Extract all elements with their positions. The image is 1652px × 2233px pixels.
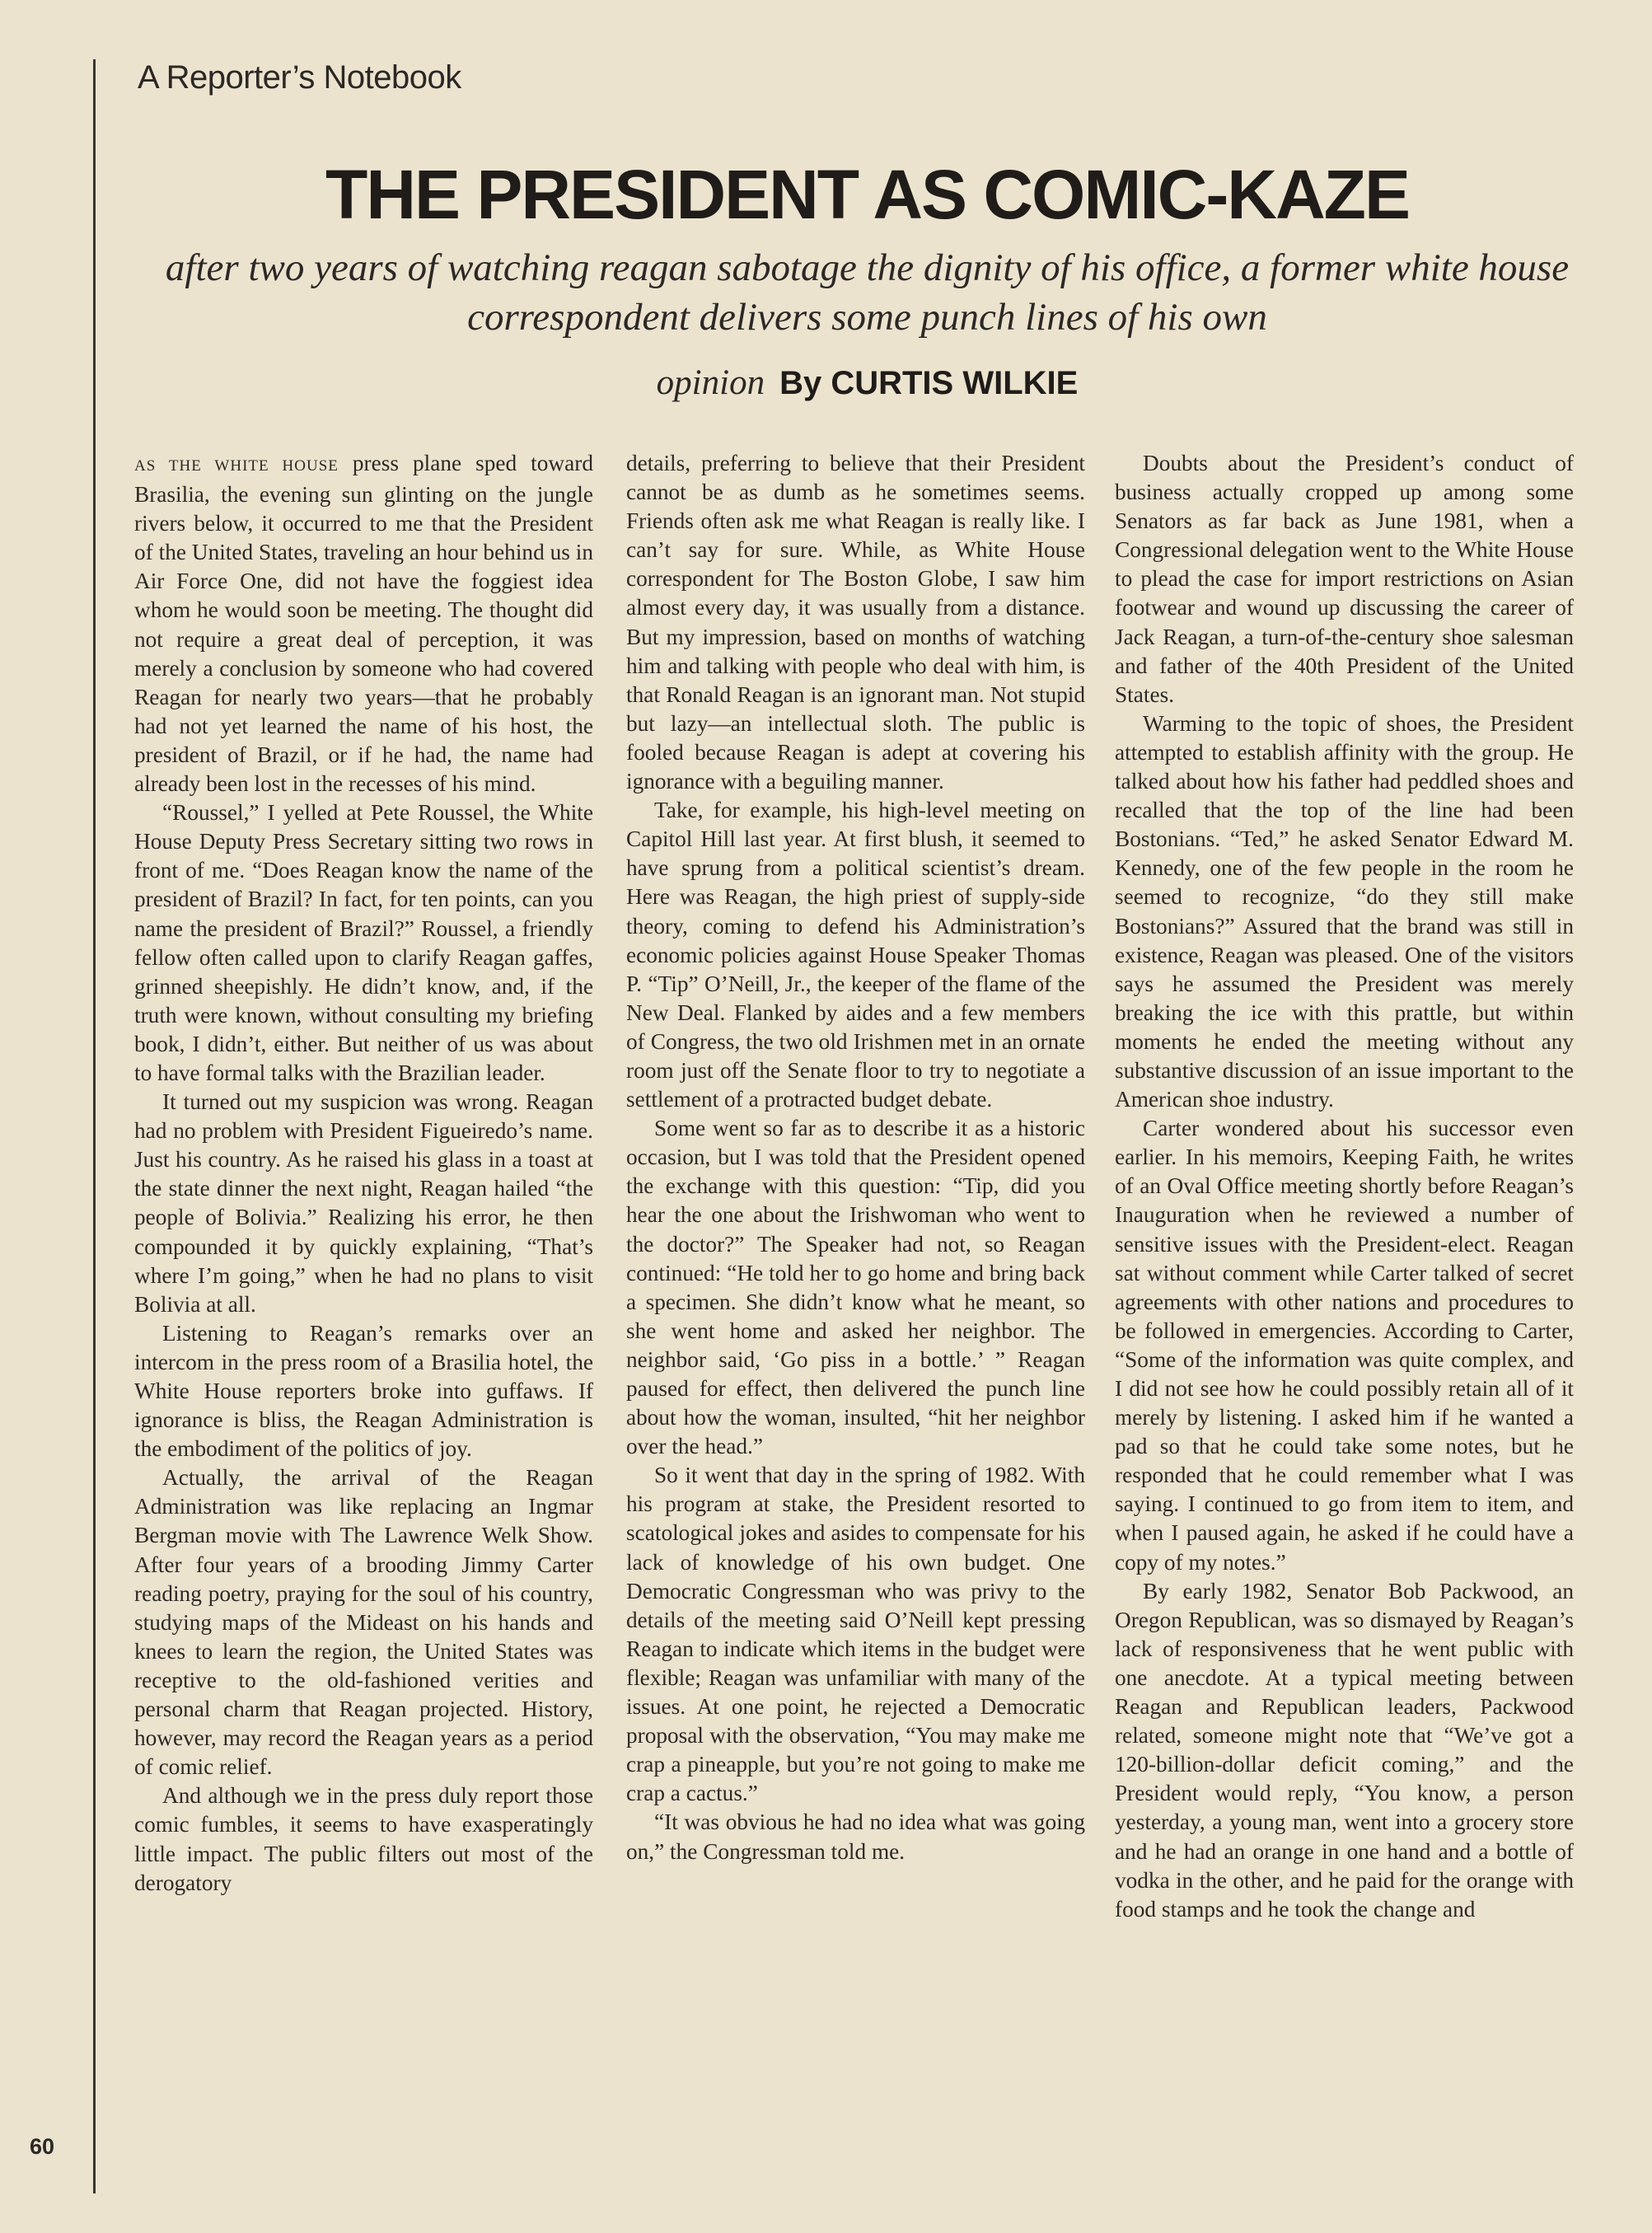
paragraph: And although we in the press duly report those comic fumbles, it seems to have exasperatingly little impact. The public filters out most of the derogatory xyxy=(134,1783,593,1895)
article-column-2 xyxy=(626,449,1085,2163)
paragraph: Actually, the arrival of the Reagan Administration was like replacing an Ingmar Bergman movie with The Lawrence Welk Show. After four years of a brooding Jimmy Carter reading poetry, praying for the soul of his country, studying maps of the Mideast on his hands and knees to learn the region, the United States was receptive to the old-fashioned verities and personal charm that Reagan projected. History, however, may record the Reagan years as a period of comic relief. xyxy=(134,1465,593,1780)
paragraph: Carter wondered about his successor even earlier. In his memoirs, Keeping Faith, he writes of an Oval Office meeting shortly before Reagan’s Inauguration when he reviewed a number of sensitive issues with the President-elect. Reagan sat without comment while Carter talked of secret agreements with other nations and procedures to be followed in emergencies. According to Carter, “Some of the information was quite complex, and I did not see how he could possibly retain all of it merely by listening. I asked him if he wanted a pad so that he could take some notes, but he responded that he could remember what I was saying. I continued to go from item to item, and when I paused again, he asked if he could have a copy of my notes.” xyxy=(1115,1116,1574,1575)
byline-kicker: opinion xyxy=(656,363,765,402)
paragraph: Doubts about the President’s conduct of business actually cropped up among some Senators as far back as June 1981, when a Congressional delegation went to the White House to plead the case for import restrictions on Asian footwear and wound up discussing the career of Jack Reagan, a turn-of-the-century shoe salesman and father of the 40th President of the United States. xyxy=(1115,451,1574,707)
paragraph: Warming to the topic of shoes, the President attempted to establish affinity with the group. He talked about how his father had peddled shoes and recalled that the top of the line had been Bostonians. “Ted,” he asked Senator Edward M. Kennedy, one of the few people in the room he seemed to recognize, “do they still make Bostonians?” Assured that the brand was still in existence, Reagan was pleased. One of the visitors says he assumed the President was merely breaking the ice with this prattle, but within moments he ended the meeting without any substantive discussion of an issue important to the American shoe industry. xyxy=(1115,710,1574,1112)
margin-rule xyxy=(93,59,96,2193)
paragraph xyxy=(134,449,593,798)
paragraph: Listening to Reagan’s remarks over an intercom in the press room of a Brasilia hotel, the White House reporters broke into guffaws. If ignorance is bliss, the Reagan Administration is the embodiment of the politics of joy. xyxy=(134,1320,593,1462)
article-dek: after two years of watching reagan sabotage the dignity of his office, a former white house correspondent delivers some punch lines of his own xyxy=(165,246,1570,339)
paragraph-text: press plane sped toward Brasilia, the evening sun glinting on the jungle rivers below, it occurred to me that the President of the United States, traveling an hour behind us in Air Force One, did not have the foggiest idea whom he would soon be meeting. The thought did not require a great deal of perception, it was merely a conclusion by someone who had covered Reagan for nearly two years—that he probably had not yet learned the name of his host, the president of Brazil, or if he had, the name had already been lost in the recesses of his mind. xyxy=(134,451,593,797)
paragraph: By early 1982, Senator Bob Packwood, an Oregon Republican, was so dismayed by Reagan’s lack of responsiveness that he went public with one anecdote. At a typical meeting between Reagan and Republican leaders, Packwood related, someone might note that “We’ve got a 120-billion-dollar deficit coming,” and the President would reply, “You know, a person yesterday, a young man, went into a grocery store and he had an orange in one hand and a bottle of vodka in the other, and he paid for the orange with food stamps and he took the change and xyxy=(1115,1578,1574,1922)
byline xyxy=(107,363,1627,403)
paragraph: Some went so far as to describe it as a historic occasion, but I was told that the President opened the exchange with this question: “Tip, did you hear the one about the Irishwoman who went to the doctor?” The Speaker had not, so Reagan continued: “He told her to go home and bring back a specimen. She didn’t know what he meant, so she went home and asked her neighbor. The neighbor said, ‘Go piss in a bottle.’ ” Reagan paused for effect, then delivered the punch line about how the woman, insulted, “hit her neighbor over the head.” xyxy=(626,1116,1085,1459)
paragraph: details, preferring to believe that their President cannot be as dumb as he sometimes seems. Friends often ask me what Reagan is really like. I can’t say for sure. While, as White House correspondent for The Boston Globe, I saw him almost every day, it was usually from a distance. But my impression, based on months of watching him and talking with people who deal with him, is that Ronald Reagan is an ignorant man. Not stupid but lazy—an intellectual sloth. The public is fooled because Reagan is adept at covering his ignorance with a beguiling manner. xyxy=(626,451,1085,794)
article-column-3 xyxy=(1115,449,1574,2163)
paragraph: “It was obvious he had no idea what was going on,” the Congressman told me. xyxy=(626,1809,1085,1864)
paragraph: So it went that day in the spring of 1982. With his program at stake, the President resorted to scatological jokes and asides to compensate for his lack of knowledge of his own budget. One Democratic Congressman who was privy to the details of the meeting said O’Neill kept pressing Reagan to indicate which items in the budget were flexible; Reagan was unfamiliar with many of the issues. At one point, he rejected a Democratic proposal with the observation, “You may make me crap a pineapple, but you’re not going to make me crap a cactus.” xyxy=(626,1463,1085,1806)
paragraph: “Roussel,” I yelled at Pete Roussel, the White House Deputy Press Secretary sitting two rows in front of me. “Does Reagan know the name of the president of Brazil? In fact, for ten points, can you name the president of Brazil?” Roussel, a friendly fellow often called upon to clarify Reagan gaffes, grinned sheepishly. He didn’t know, and, if the truth were known, without consulting my briefing book, I didn’t, either. But neither of us was about to have formal talks with the Brazilian leader. xyxy=(134,800,593,1085)
page-number: 60 xyxy=(30,2134,55,2159)
article-column-1 xyxy=(134,449,593,2163)
paragraph: It turned out my suspicion was wrong. Reagan had no problem with President Figueiredo’s name. Just his country. As he raised his glass in a toast at the state dinner the next night, Reagan hailed “the people of Bolivia.” Realizing his error, he then compounded it by quickly explaining, “That’s where I’m going,” when he had no plans to visit Bolivia at all. xyxy=(134,1089,593,1317)
section-label: A Reporter’s Notebook xyxy=(138,59,461,96)
paragraph: Take, for example, his high-level meeting on Capitol Hill last year. At first blush, it seemed to have sprung from a political scientist’s dream. Here was Reagan, the high priest of supply-side theory, coming to defend his Administration’s economic policies against House Speaker Thomas P. “Tip” O’Neill, Jr., the keeper of the flame of the New Deal. Flanked by aides and a few members of Congress, the two old Irishmen met in an ornate room just off the Senate floor to try to negotiate a settlement of a protracted budget debate. xyxy=(626,798,1085,1112)
lead-in: AS THE WHITE HOUSE xyxy=(134,457,339,475)
article-headline: THE PRESIDENT AS COMIC-KAZE xyxy=(325,156,1409,233)
byline-author: By CURTIS WILKIE xyxy=(779,365,1079,401)
